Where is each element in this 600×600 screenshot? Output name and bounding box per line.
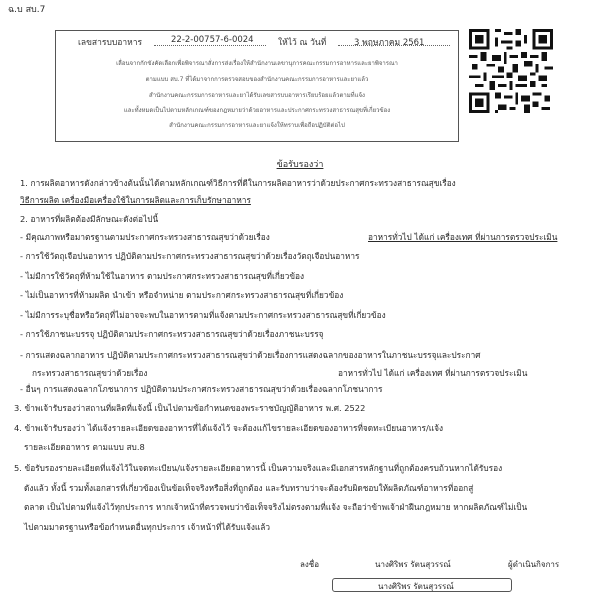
header-line-2: ตามแบบ สบ.7 ที่ได้มาจากการตรวจสอบของสำนักงานคณะกรรมการอาหารและยาแล้ว [145, 76, 369, 83]
clause-5-line-4: ไปตามมาตรฐานหรือข้อกำหนดอื่นทุกประการ เจ้าหน้าที่ได้รับแจ้งแล้ว [24, 522, 270, 532]
product-category: อาหารทั่วไป ได้แก่ เครื่องเทศ ที่ผ่านการตรวจประเมิน [368, 232, 558, 242]
clause-2-banned-substances: - ไม่มีการใช้วัตถุที่ห้ามใช้ในอาหาร ตามประกาศกระทรวงสาธารณสุขที่เกี่ยวข้อง [20, 271, 305, 281]
signature-role: ผู้ดำเนินกิจการ [508, 560, 560, 569]
header-line-3: สำนักงานคณะกรรมการอาหารและยาได้รับเลขสารบบอาหารเรียบร้อยแล้วตามที่แจ้ง [149, 92, 365, 99]
clause-2-naming: - ไม่มีการระบุชื่อหรือวัตถุที่ไม่อาจจะพบในอาหารตามที่แจ้งตามประกาศกระทรวงสาธารณสุขที่เกี่ยวข้อง [20, 310, 386, 320]
reg-label: เลขสารบบอาหาร [78, 38, 143, 48]
header-box [55, 30, 459, 142]
clause-4-line-2: รายละเอียดอาหาร ตามแบบ สบ.8 [24, 442, 145, 452]
reg-number: 22-2-00757-6-0024 [171, 35, 254, 45]
clause-5-line-2: ดังแล้ว ทั้งนี้ รวมทั้งเอกสารที่เกี่ยวข้องเป็นข้อเท็จจริงหรือสิ่งที่ถูกต้อง และรับทราบว่าจะต้องรับผิดชอบให้ผลิตภัณฑ์อาหารที่ออกสู่ [24, 483, 474, 493]
clause-1-line-1: 1. การผลิตอาหารดังกล่าวข้างต้นนั้นได้ตามหลักเกณฑ์วิธีการที่ดีในการผลิตอาหารว่าด้วยประกาศกระทรวงสาธารณสุขเรื่อง [20, 178, 456, 188]
clause-5-line-1: 5. ข้อรับรองรายละเอียดที่แจ้งไว้ในจดทะเบียน/แจ้งรายละเอียดอาหารนี้ เป็นความจริงและมีเอกสารหลักฐานที่ถูกต้องครบถ้วนหากได้รับรอง [14, 463, 503, 473]
signature-printed-name: นางศิริพร รัตนสุวรรณ์ [378, 582, 454, 591]
header-line-5: สำนักงานคณะกรรมการอาหารและยาแจ้งให้ทราบเพื่อถือปฏิบัติต่อไป [169, 122, 345, 129]
clause-2-quality: - มีคุณภาพหรือมาตรฐานตามประกาศกระทรวงสาธารณสุขว่าด้วยเรื่อง [20, 232, 270, 242]
date-dotline [338, 45, 450, 46]
label-detail: อาหารทั่วไป ได้แก่ เครื่องเทศ ที่ผ่านการตรวจประเมิน [338, 368, 528, 378]
clause-2-additives: - การใช้วัตถุเจือปนอาหาร ปฏิบัติตามประกาศกระทรวงสาธารณสุขว่าด้วยเรื่องวัตถุเจือปนอาหาร [20, 251, 360, 261]
clause-5-line-3: ตลาด เป็นไปตามที่แจ้งไว้ทุกประการ หากเจ้าหน้าที่ตรวจพบว่าข้อเท็จจริงไม่ตรงตามที่แจ้ง จะถือว่าข้าพเจ้าฝ่าฝืนกฎหมาย หากผลิตภัณฑ์ไม่เป็น [24, 502, 528, 512]
clause-2-heading: 2. อาหารที่ผลิตต้องมีลักษณะดังต่อไปนี้ [20, 214, 159, 224]
clause-2-packaging: - การใช้ภาชนะบรรจุ ปฏิบัติตามประกาศกระทรวงสาธารณสุขว่าด้วยเรื่องภาชนะบรรจุ [20, 329, 324, 339]
clause-2-labeling: - การแสดงฉลากอาหาร ปฏิบัติตามประกาศกระทรวงสาธารณสุขว่าด้วยเรื่องการแสดงฉลากของอาหารในภาชนะบรรจุและประกาศ [20, 350, 481, 360]
header-line-4: และทั้งหมดเป็นไปตามหลักเกณฑ์ของกฎหมายว่าด้วยอาหารและประกาศกระทรวงสาธารณสุขที่เกี่ยวข้อง [123, 107, 391, 114]
issued-label: ให้ไว้ ณ วันที่ [278, 38, 327, 48]
clause-2-banned-food: - ไม่เป็นอาหารที่ห้ามผลิต นำเข้า หรือจำหน่าย ตามประกาศกระทรวงสาธารณสุขที่เกี่ยวข้อง [20, 290, 344, 300]
form-code: ฉ.บ สบ.7 [8, 5, 46, 15]
clause-2-other: - อื่นๆ การแสดงฉลากโภชนาการ ปฏิบัติตามประกาศกระทรวงสาธารณสุขว่าด้วยเรื่องฉลากโภชนาการ [20, 384, 383, 394]
header-line-1: เลื่อนจากกักขังคัดเลือกเพื่อพิจารณาสั่งการส่งเรื่องให้สำนักงานเลขานุการคณะกรรมการอาหารและยาพิจารณา [116, 60, 398, 67]
section-title: ข้อรับรองว่า [276, 160, 324, 170]
clause-3: 3. ข้าพเจ้ารับรองว่าสถานที่ผลิตที่แจ้งนี้ เป็นไปตามข้อกำหนดของพระราชบัญญัติอาหาร พ.ศ. 2522 [14, 403, 366, 413]
signature-label: ลงชื่อ [300, 560, 320, 569]
reg-dotline [154, 45, 266, 46]
issued-date: 3 พฤษภาคม 2561 [354, 38, 425, 48]
signature-name: นางศิริพร รัตนสุวรรณ์ [375, 560, 451, 569]
qr-code-icon [469, 29, 553, 113]
clause-2-labeling-cont: กระทรวงสาธารณสุขว่าด้วยเรื่อง [32, 368, 148, 378]
clause-1-line-2: วิธีการผลิต เครื่องมือเครื่องใช้ในการผลิตและการเก็บรักษาอาหาร [20, 195, 251, 205]
clause-4-line-1: 4. ข้าพเจ้ารับรองว่า ได้แจ้งรายละเอียดของอาหารที่ได้แจ้งไว้ จะต้องแก้ไขรายละเอียดของอาหารที่จดทะเบียนอาหาร/แจ้ง [14, 423, 444, 433]
